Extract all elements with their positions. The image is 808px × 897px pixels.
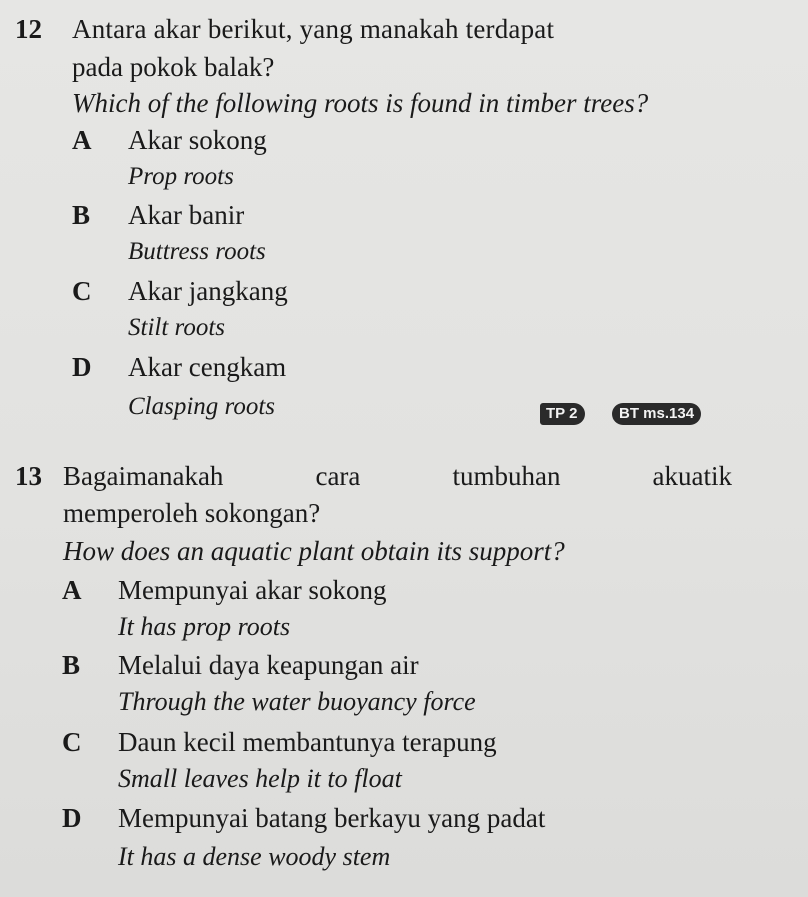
- option-text-malay: Mempunyai akar sokong: [118, 575, 387, 605]
- option-text-malay: Daun kecil membantunya terapung: [118, 727, 497, 757]
- question-text-malay: Antara akar berikut, yang manakah terdapat: [72, 14, 555, 44]
- option-text-english: Small leaves help it to float: [118, 764, 402, 793]
- option-letter: D: [72, 352, 92, 382]
- option-text-english: It has prop roots: [118, 612, 291, 641]
- question-text-malay-cont: pada pokok balak?: [72, 52, 275, 82]
- option-text-english: Stilt roots: [128, 314, 226, 341]
- option-text-english: Prop roots: [128, 163, 234, 190]
- option-text-malay: Akar cengkam: [128, 352, 287, 382]
- option-letter: B: [72, 200, 91, 230]
- option-text-english: Through the water buoyancy force: [118, 687, 476, 716]
- word: cara: [315, 461, 361, 491]
- option-text-malay: Melalui daya keapungan air: [118, 650, 419, 680]
- question-text-malay-cont: memperoleh sokongan?: [63, 498, 321, 528]
- option-letter: C: [72, 276, 92, 306]
- option-text-english: Clasping roots: [128, 393, 276, 420]
- textbook-page-badge: BT ms.134: [612, 403, 701, 425]
- option-text-malay: Akar banir: [128, 200, 245, 230]
- question-text-english: Which of the following roots is found in timber trees?: [72, 88, 649, 118]
- option-letter: D: [62, 803, 82, 833]
- question-text-english: How does an aquatic plant obtain its support?: [63, 536, 565, 566]
- question-number: 12: [15, 14, 42, 44]
- question-number: 13: [15, 461, 42, 491]
- word: tumbuhan: [452, 461, 561, 491]
- question-text-malay: [63, 461, 732, 492]
- option-letter: C: [62, 727, 82, 757]
- word: akuatik: [652, 461, 732, 491]
- option-text-malay: Akar sokong: [128, 125, 267, 155]
- option-letter: B: [62, 650, 81, 680]
- option-text-malay: Mempunyai batang berkayu yang padat: [118, 803, 546, 833]
- option-letter: A: [72, 125, 92, 155]
- word: Bagaimanakah: [63, 461, 224, 491]
- option-text-english: Buttress roots: [128, 238, 266, 265]
- tp-level-badge: TP 2: [540, 403, 585, 425]
- option-text-english: It has a dense woody stem: [118, 842, 391, 871]
- option-text-malay: Akar jangkang: [128, 276, 288, 306]
- option-letter: A: [62, 575, 82, 605]
